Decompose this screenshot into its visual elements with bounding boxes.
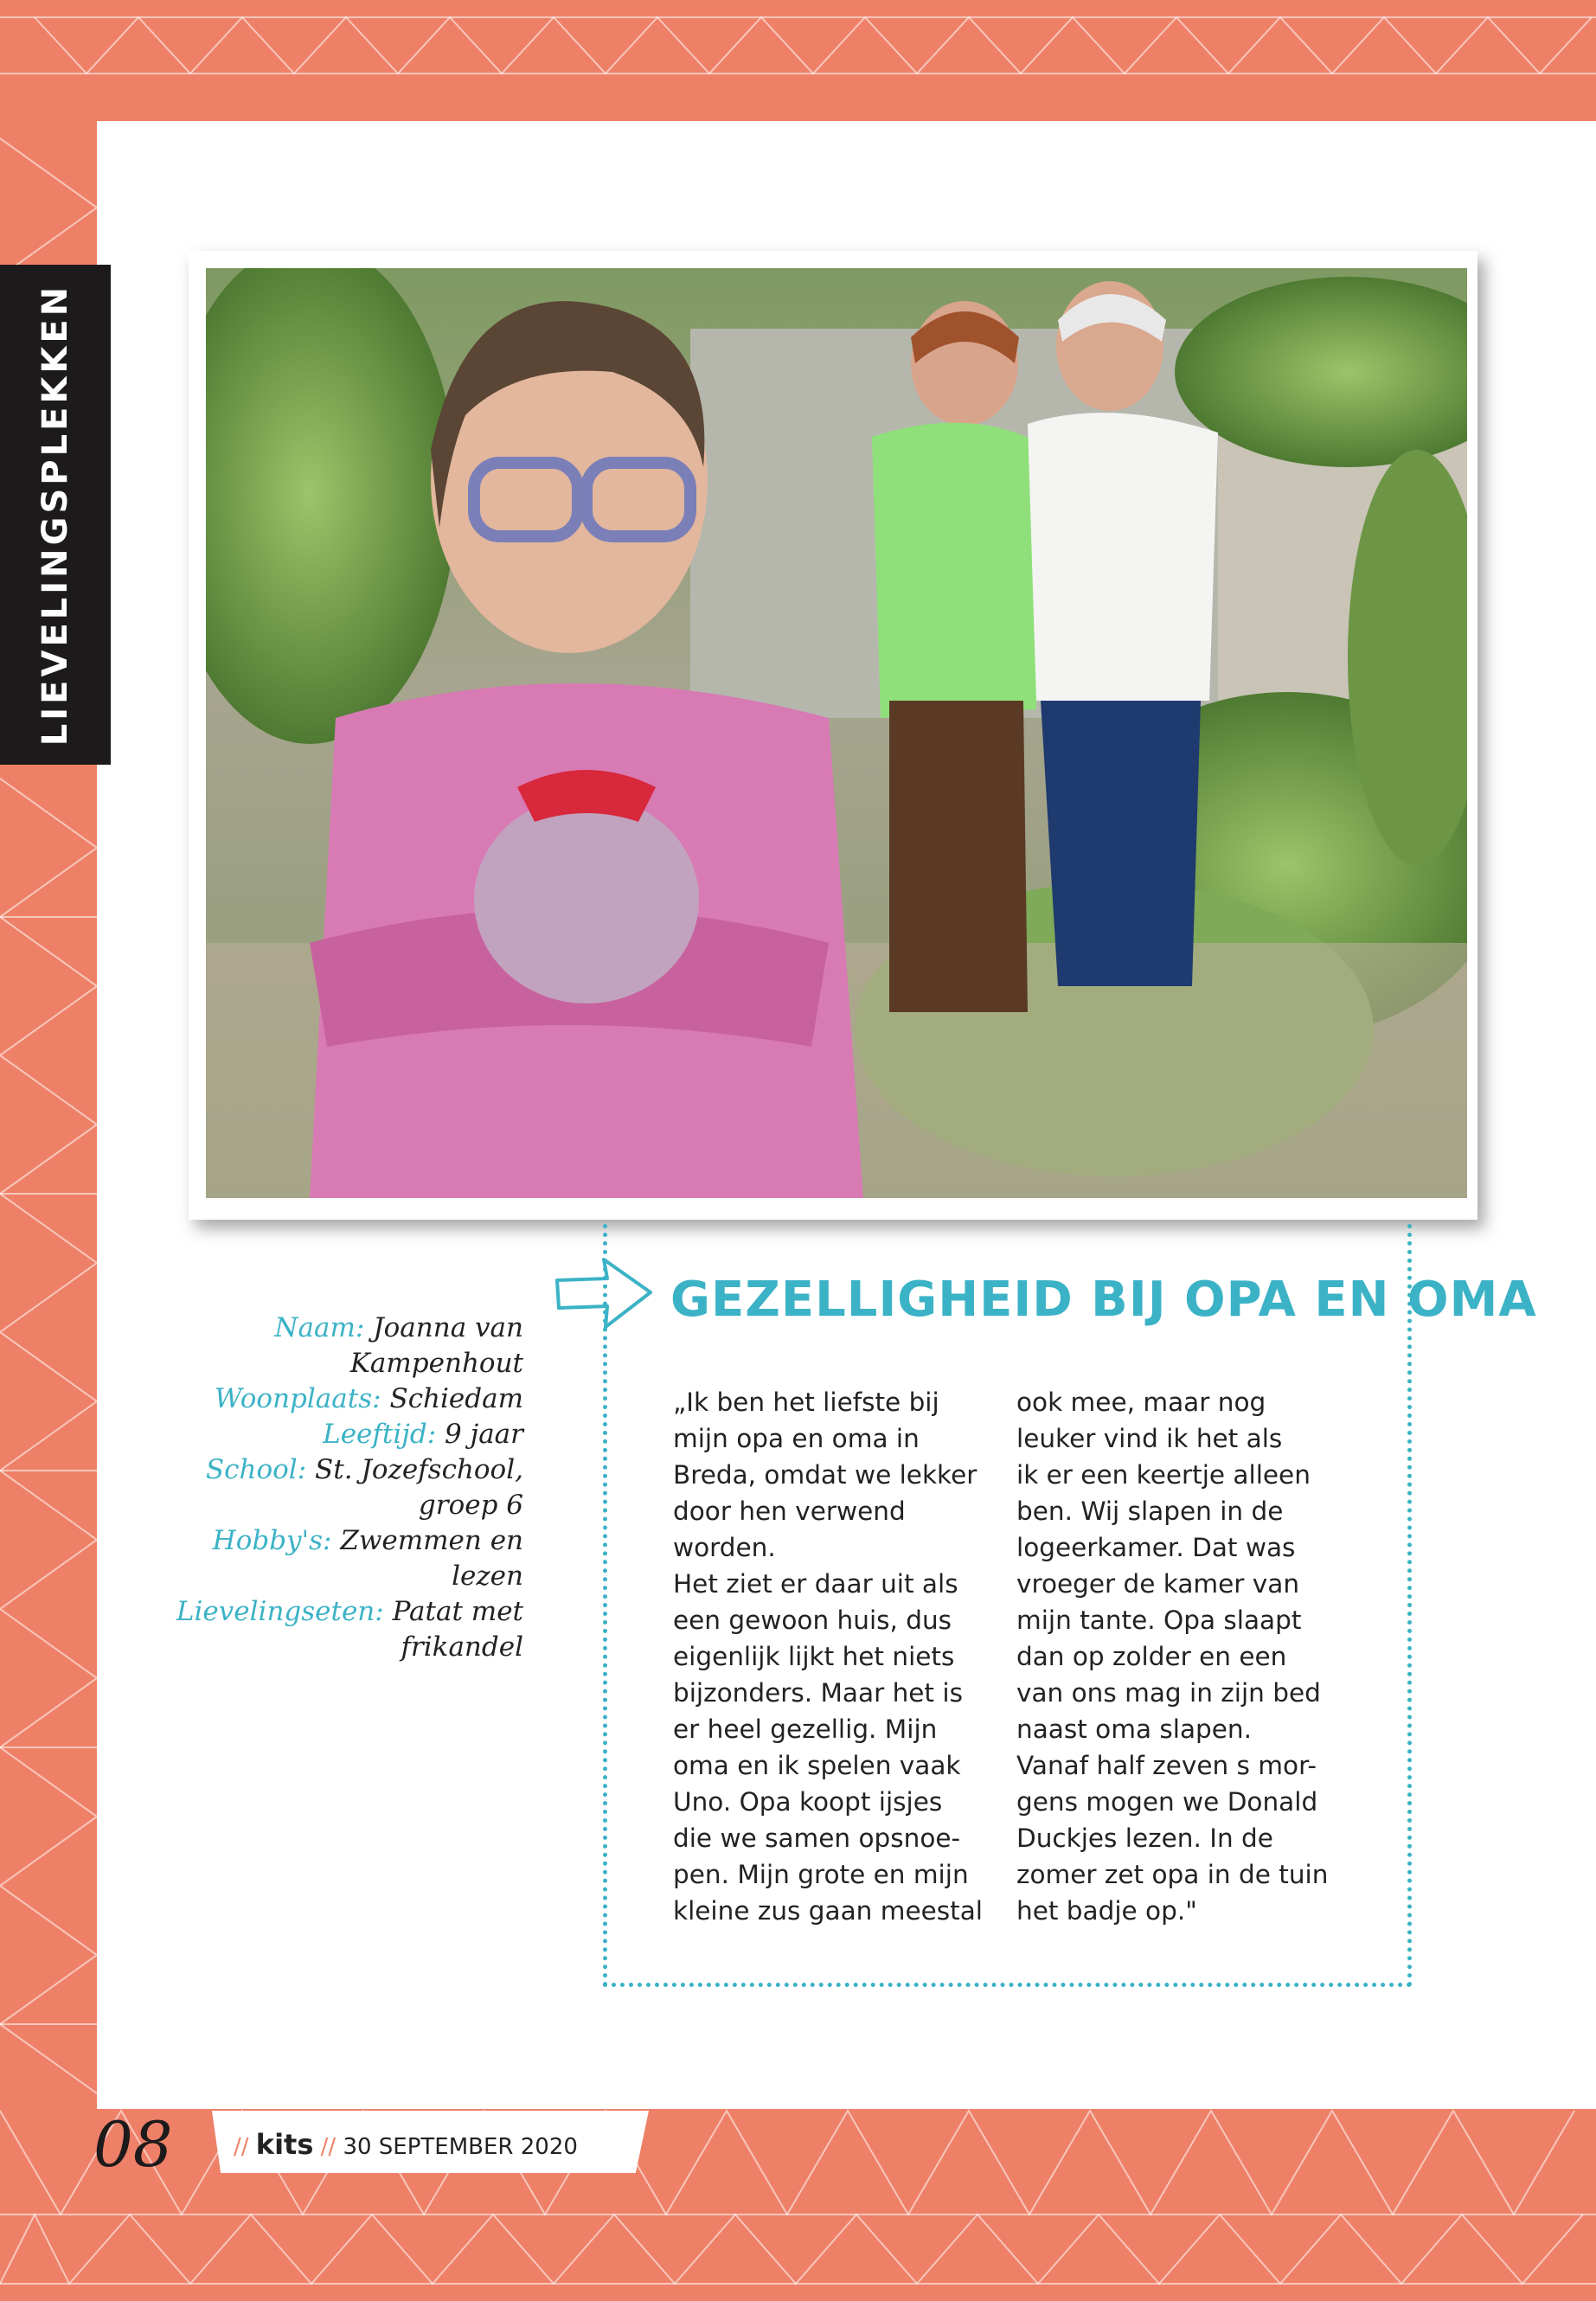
profile-line bbox=[147, 1523, 523, 1594]
story-line: kleine zus gaan meestal bbox=[673, 1896, 983, 1926]
story-line: van ons mag in zijn bed bbox=[1016, 1678, 1321, 1708]
story-line: dan op zolder en een bbox=[1016, 1642, 1287, 1671]
footer-separator: // bbox=[320, 2134, 337, 2160]
story-line: zomer zet opa in de tuin bbox=[1016, 1860, 1329, 1889]
story-line: het badje op." bbox=[1016, 1896, 1197, 1926]
story-line: logeerkamer. Dat was bbox=[1016, 1533, 1296, 1562]
profile-label: Woonplaats : bbox=[215, 1383, 381, 1414]
story-column-2 bbox=[1016, 1384, 1336, 1929]
profile-value: Joanna van Kampenhout bbox=[349, 1312, 523, 1379]
story-line: gens mogen we Donald bbox=[1016, 1787, 1318, 1817]
story-line: Breda, omdat we lekker bbox=[673, 1460, 977, 1490]
photo-frame bbox=[189, 251, 1477, 1220]
story-line: er heel gezellig. Mijn bbox=[673, 1715, 938, 1744]
profile-label: Leeftijd : bbox=[323, 1419, 436, 1450]
publication-date: 30 SEPTEMBER 2020 bbox=[343, 2134, 578, 2160]
story-line: mijn tante. Opa slaapt bbox=[1016, 1606, 1302, 1635]
profile-value: Patat met frikandel bbox=[392, 1596, 523, 1663]
story-line: bijzonders. Maar het is bbox=[673, 1678, 963, 1708]
story-line: naast oma slapen. bbox=[1016, 1715, 1252, 1744]
story-line: Duckjes lezen. In de bbox=[1016, 1823, 1273, 1853]
profile-line bbox=[147, 1452, 523, 1523]
story-line: worden. bbox=[673, 1533, 776, 1562]
profile-label: Lievelingseten : bbox=[176, 1596, 384, 1627]
story-line: Vanaf half zeven s mor- bbox=[1016, 1751, 1317, 1780]
footer-text bbox=[234, 2128, 578, 2161]
story-line: Uno. Opa koopt ijsjes bbox=[673, 1787, 943, 1817]
story-line: door hen verwend bbox=[673, 1497, 906, 1526]
story-line: ik er een keertje alleen bbox=[1016, 1460, 1311, 1490]
profile-line bbox=[147, 1311, 523, 1381]
story-column-1 bbox=[673, 1384, 993, 1929]
story-line: een gewoon huis, dus bbox=[673, 1606, 952, 1635]
profile-label: Hobby's : bbox=[213, 1525, 332, 1556]
story-line: „Ik ben het liefste bij bbox=[673, 1388, 939, 1417]
story-line: pen. Mijn grote en mijn bbox=[673, 1860, 969, 1889]
photo-girl-with-grandparents-icon bbox=[206, 268, 1467, 1198]
section-tab-label: LIEVELINGSPLEKKEN bbox=[35, 283, 75, 747]
story-line: ben. Wij slapen in de bbox=[1016, 1497, 1284, 1526]
footer-separator: // bbox=[234, 2134, 249, 2160]
profile-line bbox=[147, 1417, 523, 1452]
page-number: 08 bbox=[93, 2108, 173, 2181]
profile-line bbox=[147, 1594, 523, 1665]
profile-label: Naam : bbox=[274, 1312, 364, 1343]
brand-name: kits bbox=[255, 2128, 314, 2161]
story-line: ook mee, maar nog bbox=[1016, 1388, 1266, 1417]
profile-line bbox=[147, 1381, 523, 1417]
headline: GEZELLIGHEID BIJ OPA EN OMA bbox=[670, 1272, 1537, 1328]
story-line: die we samen opsnoe- bbox=[673, 1823, 961, 1853]
profile-label: School : bbox=[206, 1454, 306, 1485]
profile-value: 9 jaar bbox=[445, 1419, 523, 1450]
story-line: mijn opa en oma in bbox=[673, 1424, 920, 1453]
profile-info bbox=[147, 1311, 523, 1665]
story-line: Het ziet er daar uit als bbox=[673, 1569, 958, 1599]
story-line: vroeger de kamer van bbox=[1016, 1569, 1300, 1599]
story-line: leuker vind ik het als bbox=[1016, 1424, 1283, 1453]
profile-value: Zwemmen en lezen bbox=[340, 1525, 523, 1592]
story-line: oma en ik spelen vaak bbox=[673, 1751, 961, 1780]
profile-value: St. Jozefschool, groep 6 bbox=[315, 1454, 523, 1521]
profile-value: Schiedam bbox=[389, 1383, 523, 1414]
story-line: eigenlijk lijkt het niets bbox=[673, 1642, 955, 1671]
